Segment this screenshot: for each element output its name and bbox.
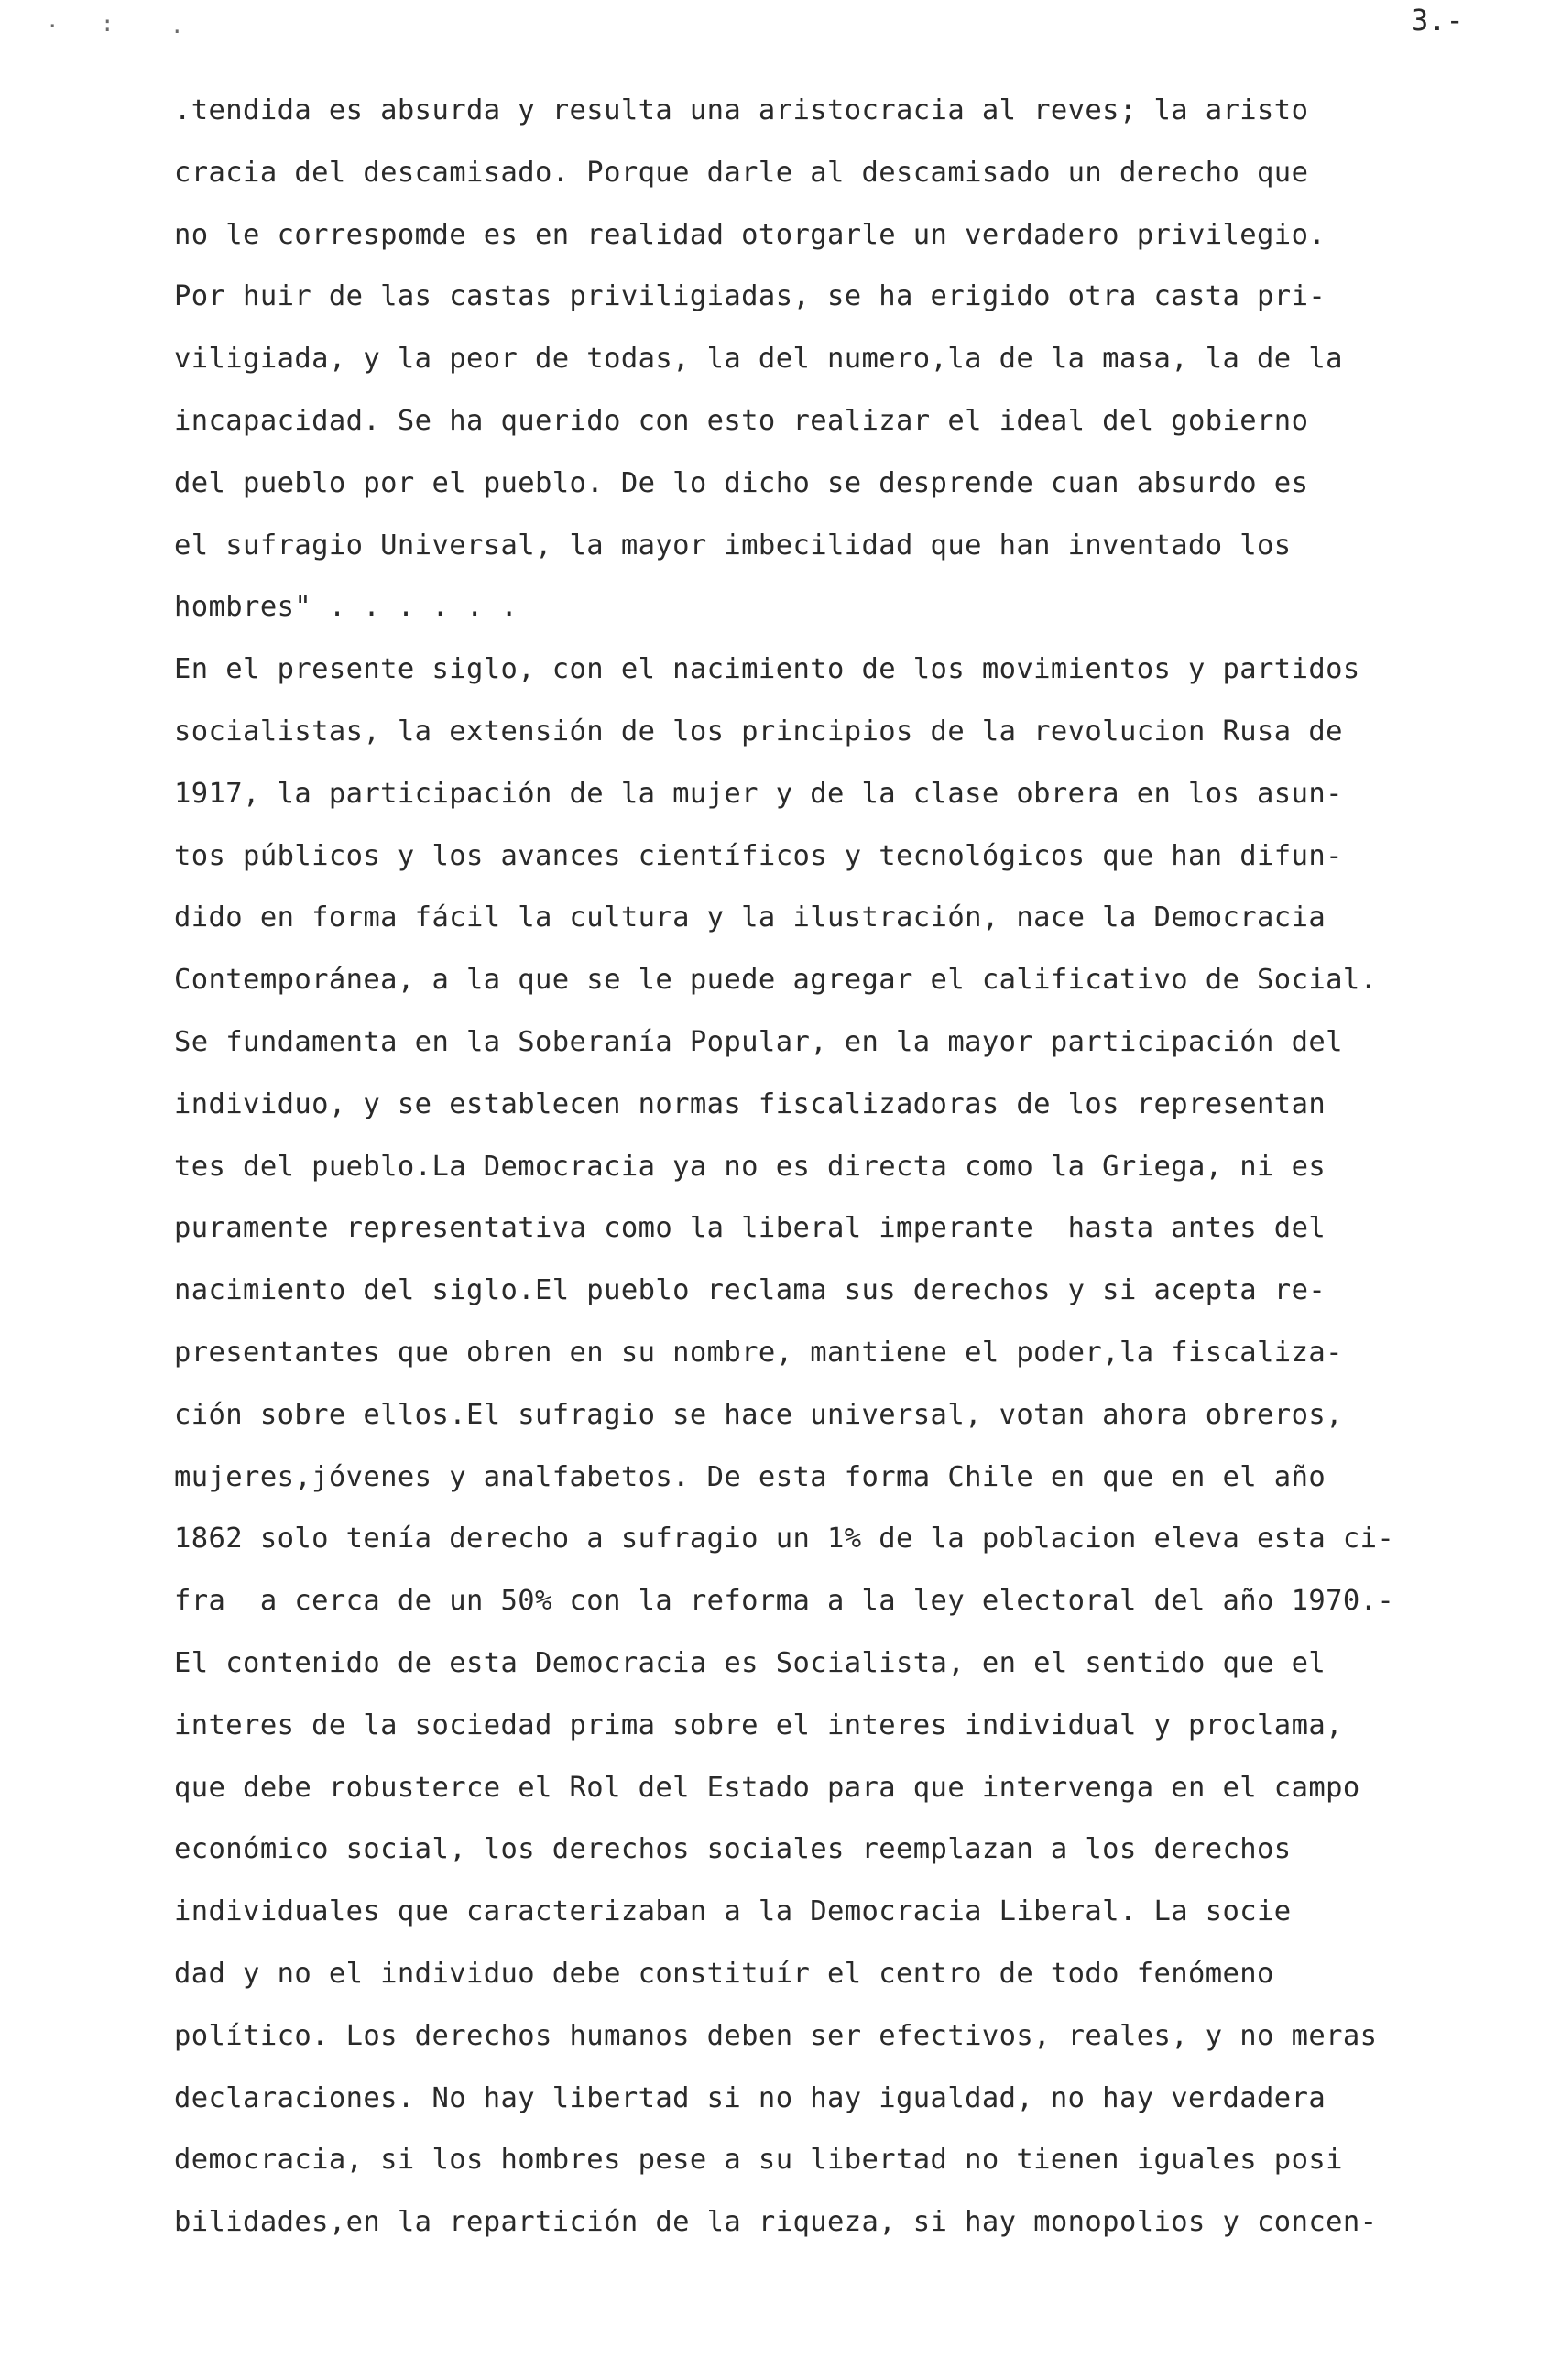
text-line: Contemporánea, a la que se le puede agregar el calificativo de Social. [174,964,1378,997]
margin-speck: . [170,13,184,38]
text-line: democracia, si los hombres pese a su libertad no tienen iguales posi [174,2144,1343,2177]
text-line: dad y no el individuo debe constituír el centro de todo fenómeno [174,1957,1274,1990]
page-number: 3.- [1411,3,1464,38]
text-line: fra a cerca de un 50% con la reforma a la ley electoral del año 1970.- [174,1585,1395,1618]
text-line: político. Los derechos humanos deben ser efectivos, reales, y no meras [174,2019,1378,2052]
text-line: El contenido de esta Democracia es Socialista, en el sentido que el [174,1646,1326,1679]
text-line: bilidades,en la repartición de la riqueza, si hay monopolios y concen- [174,2206,1378,2239]
text-line: 1917, la participación de la mujer y de la clase obrera en los asun- [174,777,1343,810]
margin-speck: . [46,7,60,33]
text-line: nacimiento del siglo.El pueblo reclama sus derechos y si acepta re- [174,1274,1326,1307]
text-line: mujeres,jóvenes y analfabetos. De esta forma Chile en que en el año [174,1460,1326,1493]
text-line: Por huir de las castas priviligiadas, se ha erigido otra casta pri- [174,280,1326,313]
text-line: cracia del descamisado. Porque darle al descamisado un derecho que [174,156,1309,189]
text-line: ción sobre ellos.El sufragio se hace universal, votan ahora obreros, [174,1398,1343,1431]
text-line: interes de la sociedad prima sobre el interes individual y proclama, [174,1709,1343,1741]
text-line: .tendida es absurda y resulta una aristocracia al reves; la aristo [174,94,1309,126]
text-line: socialistas, la extensión de los principios de la revolucion Rusa de [174,715,1343,748]
text-line: declaraciones. No hay libertad si no hay igualdad, no hay verdadera [174,2081,1326,2114]
text-line: En el presente siglo, con el nacimiento de los movimientos y partidos [174,653,1360,686]
text-line: el sufragio Universal, la mayor imbecilidad que han inventado los [174,529,1292,562]
text-line: incapacidad. Se ha querido con esto realizar el ideal del gobierno [174,404,1309,437]
text-line: económico social, los derechos sociales reemplazan a los derechos [174,1833,1292,1866]
text-line: puramente representativa como la liberal imperante hasta antes del [174,1212,1326,1245]
margin-speck: : [101,11,115,37]
text-line: viligiada, y la peor de todas, la del numero,la de la masa, la de la [174,343,1343,376]
text-line: individuo, y se establecen normas fiscalizadoras de los representan [174,1087,1326,1120]
text-line: que debe robusterce el Rol del Estado para que intervenga en el campo [174,1771,1360,1804]
text-line: presentantes que obren en su nombre, mantiene el poder,la fiscaliza- [174,1336,1343,1369]
text-line: Se fundamenta en la Soberanía Popular, en la mayor participación del [174,1025,1343,1058]
text-line: individuales que caracterizaban a la Democracia Liberal. La socie [174,1895,1292,1928]
text-line: dido en forma fácil la cultura y la ilustración, nace la Democracia [174,901,1326,934]
body-text [174,88,1539,2262]
text-line: tes del pueblo.La Democracia ya no es directa como la Griega, ni es [174,1150,1326,1183]
text-line: hombres" . . . . . . [174,591,519,624]
text-line: tos públicos y los avances científicos y tecnológicos que han difun- [174,839,1343,872]
text-line: del pueblo por el pueblo. De lo dicho se desprende cuan absurdo es [174,466,1309,499]
text-line: no le correspomde es en realidad otorgarle un verdadero privilegio. [174,218,1326,251]
text-line: 1862 solo tenía derecho a sufragio un 1% de la poblacion eleva esta ci- [174,1523,1395,1556]
